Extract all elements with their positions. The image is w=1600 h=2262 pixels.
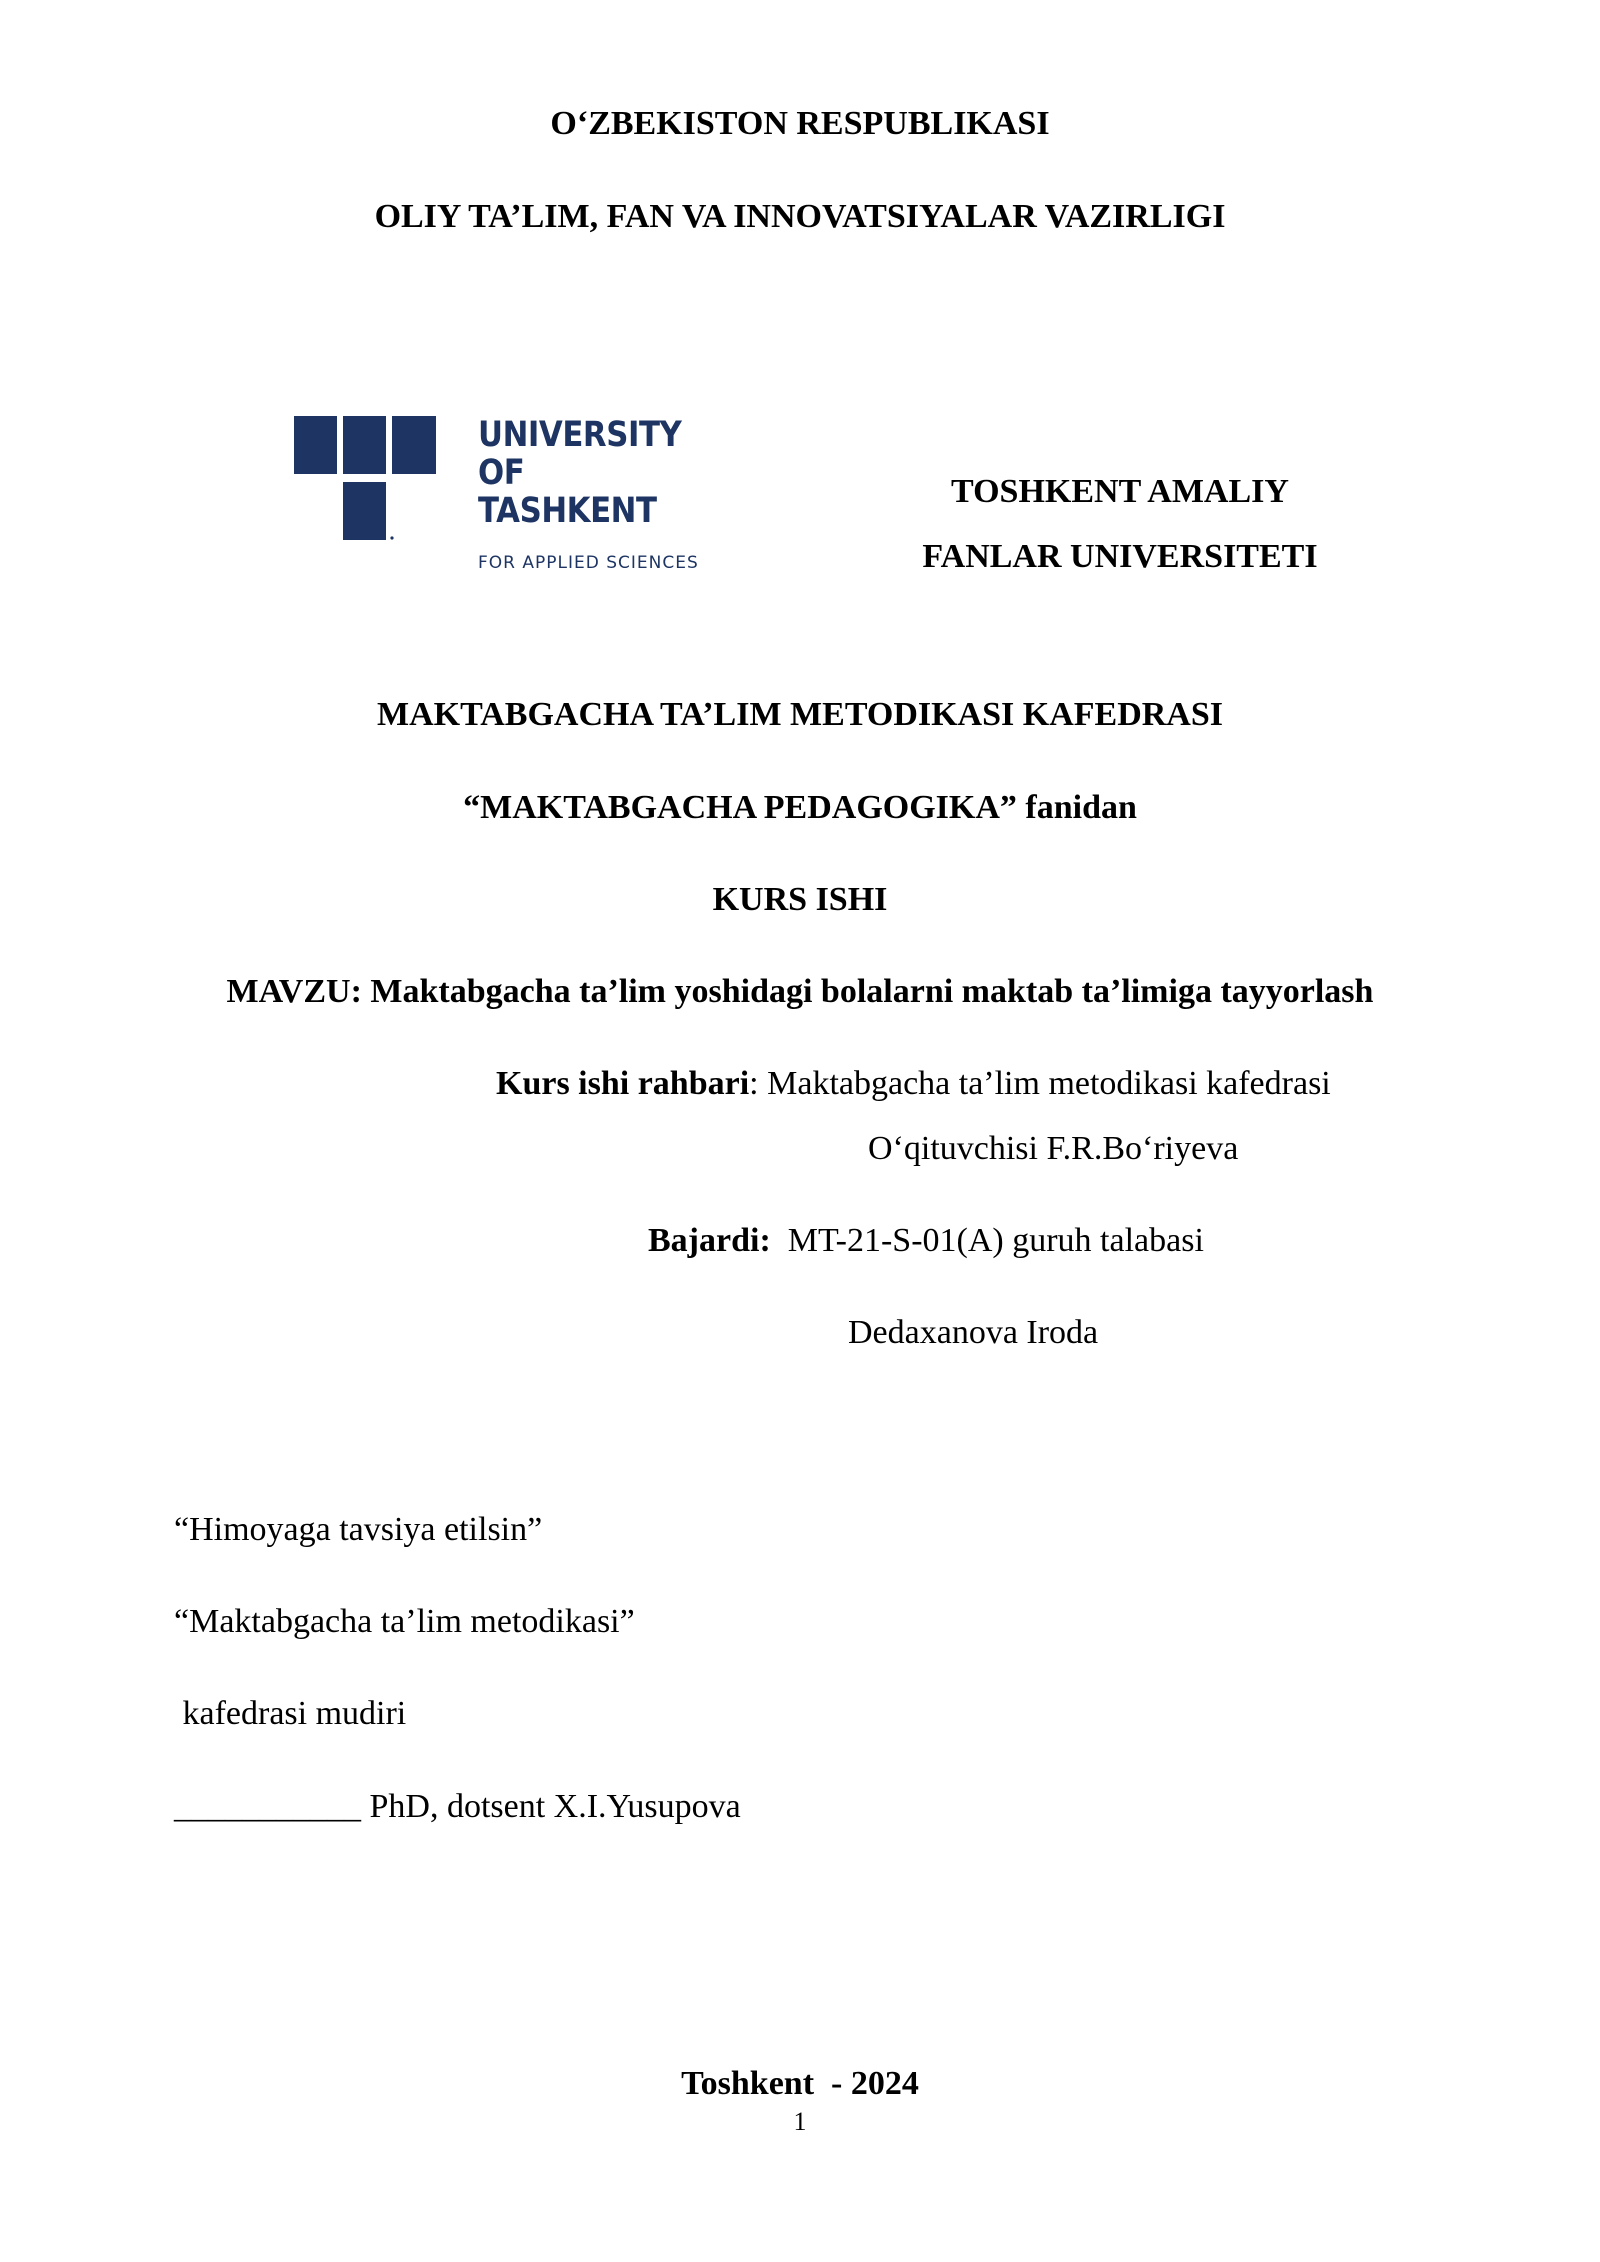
city-year: Toshkent - 2024: [681, 2065, 919, 2102]
supervisor-label: Kurs ishi rahbari: [496, 1065, 750, 1102]
university-logo: [294, 415, 714, 573]
topic-title: MAVZU: Maktabgacha ta’lim yoshidagi bolalarni maktab ta’limiga tayyorlash: [226, 973, 1374, 1010]
subject-title: “MAKTABGACHA PEDAGOGIKA” fanidan: [463, 789, 1137, 826]
logo-mark-icon: [294, 416, 436, 542]
performer-line: [648, 1221, 1204, 1261]
approval-line2: “Maktabgacha ta’lim metodikasi”: [174, 1603, 635, 1640]
approval-signature-line: ___________ PhD, dotsent X.I.Yusupova: [174, 1788, 741, 1825]
performer-name: Dedaxanova Iroda: [848, 1314, 1099, 1351]
logo-text-applied-sciences: FOR APPLIED SCIENCES: [478, 553, 699, 573]
logo-text-university: UNIVERSITY: [478, 415, 682, 455]
performer-text: MT-21-S-01(A) guruh talabasi: [770, 1222, 1204, 1259]
ministry-name: OLIY TA’LIM, FAN VA INNOVATSIYALAR VAZIRLIGI: [374, 198, 1226, 235]
logo-wordmark: [478, 416, 714, 573]
approval-line3: kafedrasi mudiri: [174, 1695, 407, 1732]
ministry-country: O‘ZBEKISTON RESPUBLIKASI: [550, 105, 1050, 142]
department-title: MAKTABGACHA TA’LIM METODIKASI KAFEDRASI: [377, 696, 1223, 733]
supervisor-line: [496, 1064, 1331, 1104]
supervisor-name: O‘qituvchisi F.R.Bo‘riyeva: [868, 1130, 1239, 1167]
approval-line1: “Himoyaga tavsiya etilsin”: [174, 1511, 543, 1548]
logo-text-of-tashkent: OF TASHKENT: [478, 453, 657, 531]
university-name-line1: TOSHKENT AMALIY: [951, 473, 1289, 510]
work-type-title: KURS ISHI: [712, 881, 888, 918]
university-name-line2: FANLAR UNIVERSITETI: [922, 538, 1318, 575]
supervisor-text: : Maktabgacha ta’lim metodikasi kafedrasi: [749, 1065, 1331, 1102]
page-number: 1: [793, 2107, 807, 2136]
performer-label: Bajardi:: [648, 1222, 771, 1259]
